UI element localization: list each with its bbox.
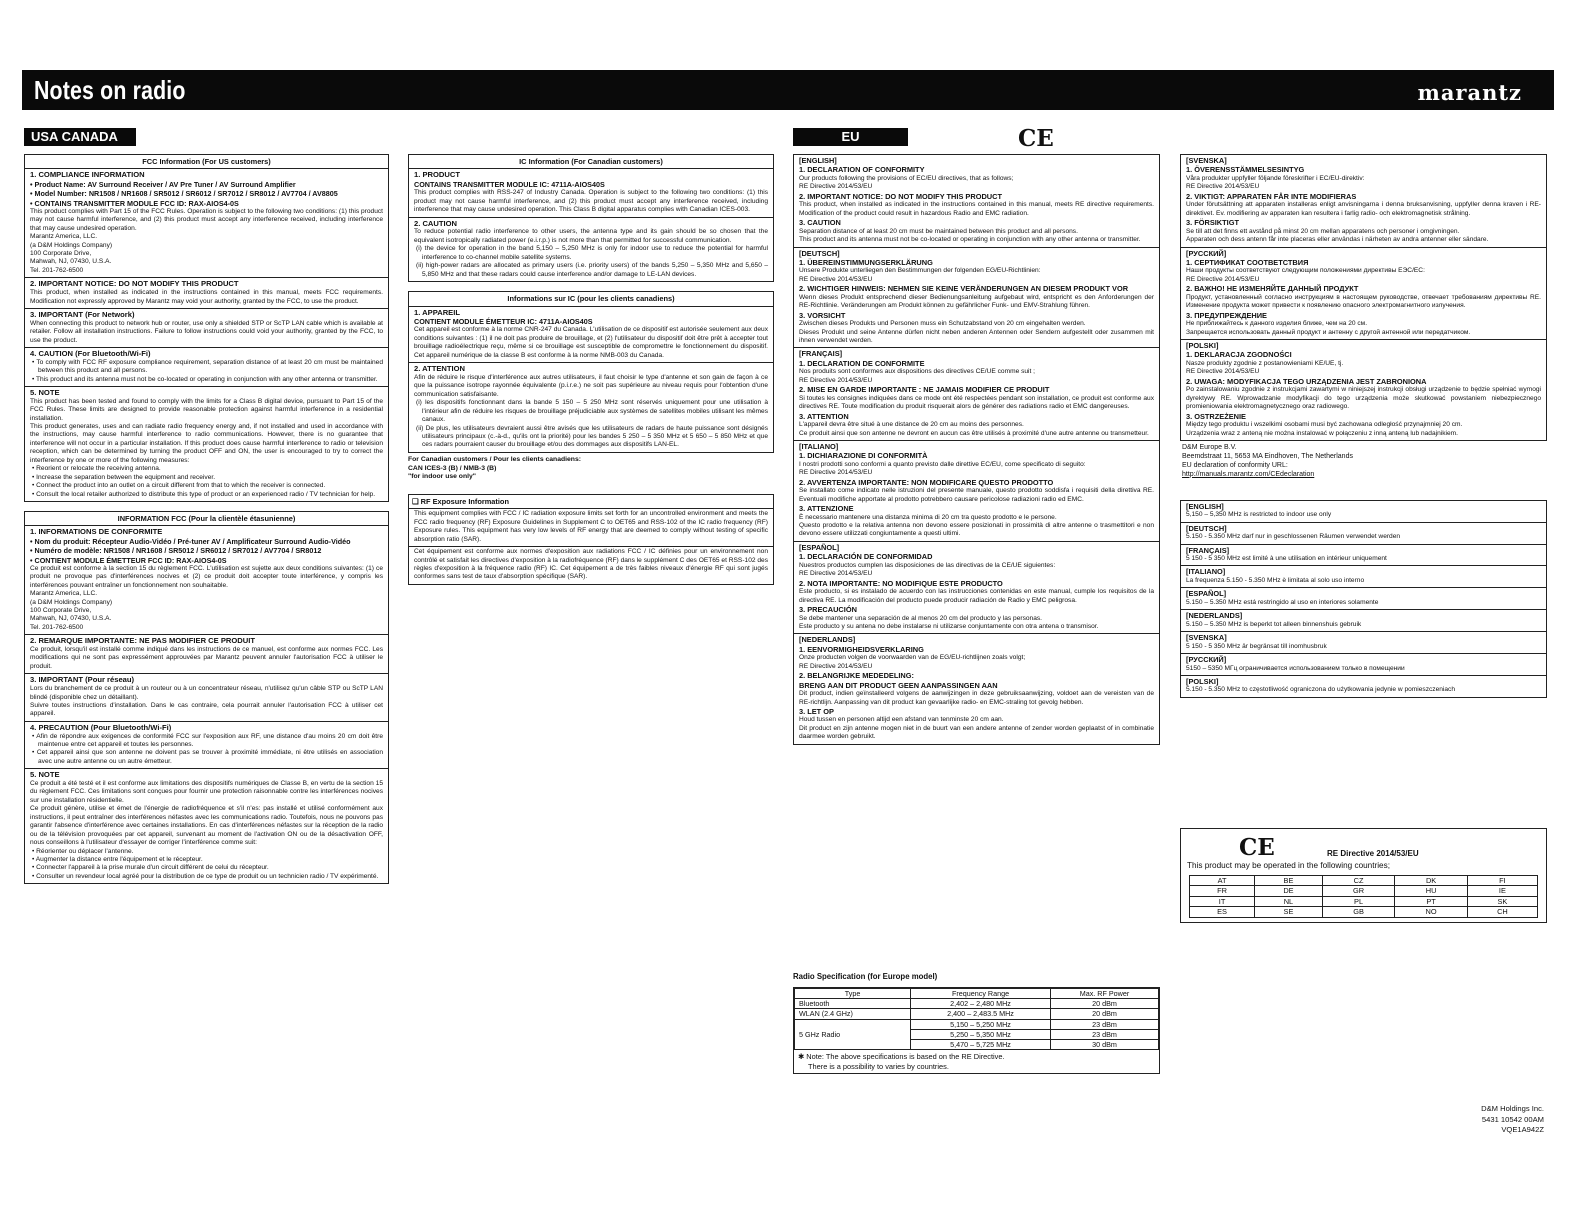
- language-heading: [SVENSKA]: [1186, 156, 1227, 165]
- info-box: [24, 154, 389, 502]
- info-section: [25, 768, 388, 883]
- ce-mark-icon: CE: [1239, 834, 1275, 861]
- declaration-link[interactable]: http://manuals.marantz.com/CEdeclaration: [1182, 470, 1315, 478]
- language-heading: [ITALIANO]: [1186, 567, 1226, 577]
- countries-intro: This product may be operated in the following countries;: [1187, 861, 1390, 870]
- column-eu-languages: [793, 154, 1160, 754]
- table-row: [1190, 907, 1538, 917]
- paragraph: Mahwah, NJ, 07430, U.S.A.: [30, 258, 112, 266]
- section-heading: 2. UWAGA: MODYFIKACJA TEGO URZĄDZENIA JEST ZABRONIONA: [1186, 376, 1427, 386]
- paragraph: RE Directive 2014/53/EU: [1186, 275, 1260, 283]
- section-heading: 1. DICHIARAZIONE DI CONFORMITÀ: [799, 451, 928, 461]
- dm-europe-address: [1182, 444, 1547, 480]
- paragraph: This product generates, uses and can radiate radio frequency energy and, if not installed and used in accordance with the instructions, may cause harmful interference to radio communications. However, there is no guarantee that interference will not occur in a particular installation. If this product does cause harmful interference to radio or television reception, which can be determined by turning the product OFF and ON, the user is encouraged to try to correct the interference by one or more of the following measures:: [30, 423, 383, 464]
- restriction-text: 5 150 - 5 350 MHz est limité à une utilisation en intérieur uniquement: [1186, 555, 1387, 563]
- restriction-item: [1181, 501, 1546, 522]
- restriction-text: 5.150 – 5.350 MHz está restringido al uso en interiores solamente: [1186, 598, 1379, 606]
- note-line: ✱ Note: The above specifications is based on the RE Directive.: [798, 1052, 1005, 1062]
- paragraph: Este producto y su antena no debe instalarse ni utilizarse conjuntamente con otra antena o transmisor.: [799, 622, 1099, 630]
- info-section: [25, 673, 388, 720]
- section-heading: 2. MISE EN GARDE IMPORTANTE : NE JAMAIS MODIFIER CE PRODUIT: [799, 385, 1050, 395]
- language-heading: [РУССКИЙ]: [1186, 248, 1227, 258]
- info-box: [24, 511, 389, 884]
- paragraph: Se debe mantener una separación de al menos 20 cm del producto y las personas.: [799, 614, 1043, 622]
- canadian-note: [408, 456, 774, 482]
- cell-type: 5 GHz Radio: [795, 1019, 911, 1050]
- bullet-item: • Connect the product into an outlet on a circuit different from that to which the receiver is connected.: [32, 482, 326, 490]
- bold-line: • Model Number: NR1508 / NR1608 / SR5012 / SR6012 / SR7012 / SR8012 / AV7704 / AV8805: [30, 189, 338, 199]
- section-heading: 3. LET OP: [799, 707, 834, 716]
- info-section: [25, 386, 388, 501]
- paragraph: Suivre toutes instructions d'installation. Dans le cas contraire, cela pourrait annuler l'autorisation FCC à utiliser cet appareil.: [30, 701, 383, 718]
- language-section: [794, 440, 1159, 541]
- info-section: [25, 721, 388, 768]
- paragraph: RE Directive 2014/53/EU: [799, 376, 873, 384]
- paragraph: (a D&M Holdings Company): [30, 598, 113, 606]
- paragraph: Tel. 201-762-6500: [30, 266, 84, 274]
- paragraph: Separation distance of at least 20 cm must be maintained between this product and all persons.: [799, 227, 1078, 235]
- bullet-item: (i) les dispositifs fonctionnant dans la bande 5 150 – 5 250 MHz sont réservés uniquement pour une utilisation à l'intérieur afin de réduire les risques de brouillage préjudiciable aux systèmes de satellites mobiles utilisant les mêmes canaux.: [416, 399, 768, 424]
- language-heading: [ITALIANO]: [799, 441, 839, 451]
- eu-language-box: [793, 154, 1160, 745]
- address-line: D&M Europe B.V.: [1182, 443, 1237, 451]
- paragraph: 100 Corporate Drive,: [30, 250, 92, 258]
- bold-line: • Numéro de modèle: NR1508 / NR1608 / SR5012 / SR6012 / SR7012 / AV7704 / SR8012: [30, 546, 322, 556]
- language-heading: [POLSKI]: [1186, 341, 1219, 350]
- paragraph: This product, when installed as indicated in the instructions contained in this manual, meets FCC requirements. Modification not expressly approved by Marantz may void your authority, granted by the FCC, to use the product.: [30, 289, 383, 305]
- paragraph: Ce produit génère, utilise et émet de l'énergie de radiofréquence et s'il n'es: pas installé et utilisé conformément aux instructions, il peut entraîner des interférences néfastes avec les communications radio. Toutefois, nous ne pouvons pas garantir l'absence d'interférence avec certaines installations. En cas d'interférences néfastes sur la réception de la radio ou de la télévision provoquées par cet appareil, survenant au moment de l'activation ON ou de la désactivation OFF, nous conseillons à l'utilisateur d'essayer de corriger l'interférence comme suit:: [30, 805, 383, 847]
- info-section: [25, 634, 388, 673]
- country-cell: IE: [1467, 886, 1537, 896]
- document-id: VQE1A942Z: [1501, 1125, 1544, 1135]
- section-heading: 2. ВАЖНО! НЕ ИЗМЕНЯЙТЕ ДАННЫЙ ПРОДУКТ: [1186, 284, 1359, 294]
- paragraph: Houd tussen en personen altijd een afstand van tenminste 20 cm aan.: [799, 716, 1004, 724]
- section-heading: 3. IMPORTANT (Pour réseau): [30, 675, 135, 685]
- paragraph: Este producto, si es instalado de acuerdo con las instrucciones contenidas en este manual, cumple los requisitos de la directiva RE. La modificación del producto puede producir radiación de Radio y EMC peligrosa.: [799, 588, 1154, 604]
- table-row: [795, 1019, 1159, 1029]
- cell-frequency: 2,402 – 2,480 MHz: [911, 999, 1051, 1009]
- paragraph: Se installato come indicato nelle istruzioni del presente manuale, questo prodotto soddisfa i requisiti della direttiva RE. Eventuali modifiche apportate al prodotto potrebbero causare pericolose radiazioni radio ed EMC.: [799, 487, 1154, 503]
- table-row: [795, 1009, 1159, 1019]
- paragraph: This product complies with Part 15 of the FCC Rules. Operation is subject to the following two conditions: (1) this product may not cause harmful interference, and (2) this product must accept any interference received, including interference that may cause undesired operation.: [30, 207, 383, 232]
- paragraph: Afin de réduire le risque d'interférence aux autres utilisateurs, il faut choisir le type d'antenne et son gain de façon à ce que la puissance isotrope rayonnée équivalente (p.i.r.e.) ne soit pas supérieure au niveau requis pour l'obtention d'une communication satisfaisante.: [414, 373, 768, 398]
- section-heading: 3. IMPORTANT (For Network): [30, 309, 135, 319]
- bold-line: • CONTAINS TRANSMITTER MODULE FCC ID: RAX-AIOS4-0S: [30, 198, 239, 208]
- paragraph: RE Directive 2014/53/EU: [799, 570, 873, 578]
- company-name: D&M Holdings Inc.: [1481, 1104, 1544, 1113]
- table-row: [1190, 886, 1538, 896]
- language-section: [1181, 155, 1546, 247]
- section-heading: 2. IMPORTANT NOTICE: DO NOT MODIFY THIS PRODUCT: [30, 279, 239, 289]
- paragraph: Po zainstalowaniu zgodnie z instrukcjami zawartymi w niniejszej instrukcji obsługi urządzenie to będzie spełniać wymogi dyrektywy RE. Wprowadzanie modyfikacji do tego urządzenia może skutkować powstaniem niebezpiecznego promieniowania elektromagnetycznego oraz radiowego.: [1186, 386, 1541, 411]
- cell-type: Bluetooth: [795, 999, 911, 1009]
- bullet-item: • Afin de répondre aux exigences de conformité FCC sur l'exposition aux RF, une distance d'au moins 20 cm doit être maintenue entre cet appareil et toutes les personnes.: [32, 732, 383, 748]
- section-heading: 3. ATTENZIONE: [799, 504, 854, 514]
- country-table: [1189, 875, 1538, 918]
- paragraph: Si toutes les consignes indiquées dans ce mode ont été respectées pendant son installation, ce produit est conforme aux directives RE. Toute modification du produit risquerait alors de générer des radiations radio et EMC dangereuses.: [799, 394, 1154, 411]
- radio-spec-section: [793, 972, 1160, 1074]
- section-heading: 3. CAUTION: [799, 218, 841, 228]
- bullet-item: (ii) De plus, les utilisateurs devraient aussi être avisés que les utilisateurs de radars de haute puissance sont désignés utilisateurs principaux (c.-à-d., qu'ils ont la priorité) pour les bandes 5 250 – 5 350 MHz et 5 650 – 5 850 MHz et que ces radars pourraient causer du brouillage et/ou des dommages aux dispositifs LAN-EL.: [416, 424, 768, 449]
- box-heading: Informations sur IC (pour les clients canadiens): [409, 292, 773, 306]
- cell-power: 20 dBm: [1050, 999, 1158, 1009]
- restriction-text: 5.150 - 5.350 MHz to częstotliwość ograniczona do użytkowania jedynie w pomieszczeniach: [1186, 686, 1456, 694]
- country-cell: DE: [1255, 886, 1323, 896]
- restriction-text: 5150 – 5350 МГц ограничивается использованием только в помещении: [1186, 664, 1405, 672]
- country-cell: GB: [1322, 907, 1395, 917]
- paragraph: (a D&M Holdings Company): [30, 241, 113, 249]
- info-section: [25, 277, 388, 308]
- address-line: Beemdstraat 11, 5653 MA Eindhoven, The Netherlands: [1182, 452, 1353, 460]
- section-heading: 1. APPAREIL: [414, 307, 460, 317]
- paragraph: RE Directive 2014/53/EU: [799, 183, 873, 191]
- paragraph: Under förutsättning att apparaten installeras enligt anvisningarna i denna bruksanvisning, uppfyller denna kraven i RE-direktivet. Ev. modifiering av apparaten kan resultera i farlig radio- och elektromagnetisk strålning.: [1186, 201, 1541, 217]
- paragraph: Наши продукты соответствуют следующим положениями директивы ЕЭС/ЕС:: [1186, 267, 1425, 275]
- paragraph: Ce produit est conforme à la section 15 du règlement FCC. L'utilisation est sujette aux deux conditions suivantes: (1) ce produit ne provoque pas d'interférences nocives et (2) ce produit doit accepter toute interférence, y compris les interférences pouvant entraîner un fonctionnement non souhaitable.: [30, 564, 383, 589]
- paragraph: Продукт, установленный согласно инструкциям в настоящем руководстве, отвечает требованиям директивы RE. Изменение продукта может привести к появлению опасного электромагнитного излучения.: [1186, 293, 1541, 310]
- section-heading: 3. ПРЕДУПРЕЖДЕНИЕ: [1186, 310, 1267, 320]
- country-cell: BE: [1255, 876, 1323, 886]
- country-cell: AT: [1190, 876, 1255, 886]
- cell-power: 20 dBm: [1050, 1009, 1158, 1019]
- col-frequency: Frequency Range: [911, 988, 1051, 998]
- paragraph: Urządzenia wraz z anteną nie można instalować w połączeniu z inną anteną lub nadajnikiem.: [1186, 429, 1458, 437]
- footer-codes: [1481, 1104, 1544, 1136]
- info-box: [408, 154, 774, 282]
- bullet-item: • This product and its antenna must not be co-located or operating in conjunction with any other antenna or transmitter.: [32, 375, 378, 383]
- country-cell: NO: [1395, 907, 1468, 917]
- language-heading: [ENGLISH]: [1186, 501, 1224, 511]
- bold-line: • Product Name: AV Surround Receiver / AV Pre Tuner / AV Surround Amplifier: [30, 180, 296, 190]
- paragraph: Questo prodotto e la relativa antenna non devono essere posizionati in prossimità di altre antenne o trasmettitori e non devono essere utilizzati congiuntamente a questi ultimi.: [799, 522, 1154, 538]
- cell-type: WLAN (2.4 GHz): [795, 1009, 911, 1019]
- section-heading: 3. PRECAUCIÓN: [799, 605, 857, 615]
- country-cell: SE: [1255, 907, 1323, 917]
- country-cell: FI: [1467, 876, 1537, 886]
- language-heading: [ENGLISH]: [799, 156, 837, 165]
- paragraph: Ce produit, lorsqu'il est installé comme indiqué dans les instructions de ce manuel, est conforme aux normes FCC. Les modifications qui ne sont pas expressément approuvées par Marantz peuvent annuler l'autorisation FCC à utiliser le produit.: [30, 646, 383, 670]
- document-code: 5431 10542 00AM: [1481, 1114, 1544, 1124]
- language-section: [1181, 339, 1546, 440]
- paragraph: This equipment complies with FCC / IC radiation exposure limits set forth for an uncontrolled environment and meets the FCC radio frequency (RF) Exposure Guidelines in Supplement C to OET65 and RSS-102 of the IC radio frequency (RF) Exposure rules. This equipment has very low levels of RF energy that are deemed to comply without testing of specific absorption ratio (SAR).: [414, 510, 768, 543]
- paragraph: Запрещается использовать данный продукт и антенну с другой антенной или передатчиком.: [1186, 328, 1471, 336]
- country-cell: GR: [1322, 886, 1395, 896]
- cell-power: 23 dBm: [1050, 1029, 1158, 1039]
- paragraph: Ce produit ainsi que son antenne ne devront en aucun cas être utilisés à proximité d'une autre antenne ou transmetteur.: [799, 429, 1149, 437]
- bullet-item: • Increase the separation between the equipment and receiver.: [32, 473, 216, 481]
- note-line: "for indoor use only": [408, 473, 476, 481]
- column-eu-languages-2: [1180, 154, 1547, 707]
- language-heading: [SVENSKA]: [1186, 633, 1227, 643]
- restriction-text: 5.150 – 5.350 MHz is beperkt tot alleen binnenshuis gebruik: [1186, 620, 1362, 628]
- indoor-restriction-box: [1180, 500, 1547, 698]
- info-section: [25, 526, 388, 634]
- paragraph: Marantz America, LLC.: [30, 233, 98, 241]
- section-heading: 1. INFORMATIONS DE CONFORMITE: [30, 527, 163, 537]
- restriction-item: [1181, 522, 1546, 544]
- paragraph: Nuestros productos cumplen las disposiciones de las directivas de la CE/UE siguientes:: [799, 561, 1056, 569]
- language-heading: [ESPAÑOL]: [799, 542, 840, 552]
- language-heading: [FRANÇAIS]: [1186, 545, 1230, 555]
- section-heading: 3. VORSICHT: [799, 310, 846, 320]
- section-heading: 2. IMPORTANT NOTICE: DO NOT MODIFY THIS PRODUCT: [799, 191, 1002, 201]
- region-usa-canada: USA CANADA: [24, 128, 136, 146]
- cell-power: 30 dBm: [1050, 1040, 1158, 1050]
- re-directive-title: RE Directive 2014/53/EU: [1327, 849, 1419, 858]
- paragraph: RE Directive 2014/53/EU: [799, 469, 873, 477]
- paragraph: RE Directive 2014/53/EU: [799, 662, 873, 670]
- section-heading: 3. FÖRSIKTIGT: [1186, 218, 1239, 228]
- re-directive-box: [1180, 828, 1547, 923]
- info-section: [25, 308, 388, 347]
- restriction-text: 5.150 - 5.350 MHz darf nur in geschlossenen Räumen verwendet werden: [1186, 533, 1401, 541]
- section-heading: 2. REMARQUE IMPORTANTE: NE PAS MODIFIER CE PRODUIT: [30, 636, 256, 646]
- cell-power: 23 dBm: [1050, 1019, 1158, 1029]
- paragraph: This product complies with RSS-247 of Industry Canada. Operation is subject to the following two conditions: (1) this product may not cause harmful interference, and (2) this product must accept any interference received, including interference that may cause undesired operation. This Class B digital apparatus complies with Canadian ICES-003.: [414, 189, 768, 214]
- bullet-item: • Consult the local retailer authorized to distribute this type of product or an experienced radio / TV technician for help.: [32, 490, 376, 498]
- paragraph: Våra produkter uppfyller följande föreskrifter i EC/EU-direktiv:: [1186, 174, 1365, 182]
- paragraph: Nos produits sont conformes aux dispositions des directives CE/UE comme suit ;: [799, 368, 1036, 376]
- radio-spec-note: [794, 1050, 1159, 1073]
- paragraph: This product, when installed as indicated in the instructions contained in this manual, meets RE directive requirements. Modification of the product could result in hazardous Radio and EMC radiation.: [799, 201, 1154, 217]
- bullet-item: • Cet appareil ainsi que son antenne ne doivent pas se trouver à proximité immédiate, ni être utilisés en association avec une autre antenne ou un autre émetteur.: [32, 749, 383, 765]
- country-cell: FR: [1190, 886, 1255, 896]
- table-header-row: [795, 988, 1159, 998]
- paragraph: Apparaten och dess antenn får inte placeras eller användas i närheten av andra antenner eller sändare.: [1186, 236, 1489, 244]
- restriction-item: [1181, 631, 1546, 653]
- language-section: [794, 541, 1159, 634]
- note-line: There is a possibility to varies by countries.: [808, 1061, 949, 1071]
- country-cell: HU: [1395, 886, 1468, 896]
- paragraph: RE Directive 2014/53/EU: [1186, 368, 1260, 376]
- language-section: [794, 247, 1159, 348]
- section-heading: 2. BELANGRIJKE MEDEDELING:: [799, 671, 914, 681]
- country-cell: NL: [1255, 896, 1323, 906]
- bold-line: • Nom du produit: Récepteur Audio-Vidéo / Pré-tuner AV / Amplificateur Surround Audio-Vidéo: [30, 537, 351, 547]
- column-ic: [408, 154, 774, 594]
- section-heading: BRENG AAN DIT PRODUCT GEEN AANPASSINGEN AAN: [799, 680, 998, 690]
- bold-line: CONTIENT MODULE ÉMETTEUR IC: 4711A-AIOS40S: [414, 317, 593, 327]
- paragraph: Mahwah, NJ, 07430, U.S.A.: [30, 615, 112, 623]
- info-section: [25, 347, 388, 386]
- eu-language-box: [1180, 154, 1547, 441]
- radio-spec-table: [794, 988, 1159, 1050]
- paragraph: L'appareil devra être situé à une distance de 20 cm au moins des personnes.: [799, 421, 1024, 429]
- note-line: CAN ICES-3 (B) / NMB-3 (B): [408, 464, 497, 472]
- paragraph: To reduce potential radio interference to other users, the antenna type and its gain should be so chosen that the equivalent isotropically radiated power (e.i.r.p.) is not more than that permitted for successful communication.: [414, 228, 768, 244]
- paragraph: Marantz America, LLC.: [30, 590, 98, 598]
- restriction-text: 5,150 – 5,350 MHz is restricted to indoor use only: [1186, 511, 1332, 519]
- page-title: Notes on radio: [34, 75, 186, 105]
- region-eu: EU: [793, 128, 908, 146]
- language-section: [1181, 247, 1546, 340]
- restriction-text: 5 150 - 5 350 MHz är begränsat till inomhusbruk: [1186, 642, 1327, 650]
- paragraph: Не приближайтесь к данного изделия ближе, чем на 20 см.: [1186, 320, 1368, 328]
- info-box: [408, 291, 774, 453]
- rf-exposure-box: [408, 494, 774, 585]
- info-section: [409, 307, 773, 363]
- section-heading: 5. NOTE: [30, 770, 60, 780]
- section-heading: 2. VIKTIGT: APPARATEN FÅR INTE MODIFIERAS: [1186, 191, 1357, 201]
- restriction-item: [1181, 544, 1546, 566]
- paragraph: Our products following the provisions of EC/EU directives, that as follows;: [799, 174, 1014, 182]
- language-heading: [NEDERLANDS]: [1186, 611, 1243, 621]
- col-power: Max. RF Power: [1050, 988, 1158, 998]
- bold-line: • CONTIENT MODULE ÉMETTEUR FCC ID: RAX-AIOS4-0S: [30, 555, 227, 565]
- section-heading: 1. COMPLIANCE INFORMATION: [30, 170, 145, 180]
- bullet-item: • To comply with FCC RF exposure compliance requirement, separation distance of at least 20 cm must be maintained between this product and all persons.: [32, 358, 383, 375]
- section-heading: 1. EENVORMIGHEIDSVERKLARING: [799, 644, 924, 654]
- language-heading: [РУССКИЙ]: [1186, 655, 1227, 665]
- section-heading: 2. CAUTION: [414, 218, 458, 228]
- paragraph: When connecting this product to network hub or router, use only a shielded STP or ScTP LAN cable which is available at retailer. Follow all installation instructions. Failure to follow instructions could void your authority, granted by the FCC, to use the product.: [30, 319, 383, 344]
- paragraph: This product and its antenna must not be co-located or operating in conjunction with any other antenna or transmitter.: [799, 236, 1141, 244]
- bullet-item: (ii) high-power radars are allocated as primary users (i.e. priority users) of the bands 5,250 – 5,350 MHz and 5,650 – 5,850 MHz and that these radars could cause interference and/or damage to LE-LAN devices.: [416, 262, 768, 278]
- paragraph: Tel. 201-762-6500: [30, 623, 84, 631]
- country-cell: PL: [1322, 896, 1395, 906]
- country-cell: SK: [1467, 896, 1537, 906]
- cell-frequency: 5,470 – 5,725 MHz: [911, 1040, 1051, 1050]
- cell-frequency: 5,250 – 5,350 MHz: [911, 1029, 1051, 1039]
- country-cell: DK: [1395, 876, 1468, 886]
- section-heading: 1. DECLARACIÓN DE CONFORMIDAD: [799, 552, 933, 562]
- bullet-item: • Réorienter ou déplacer l'antenne.: [32, 847, 134, 855]
- paragraph: Lors du branchement de ce produit à un routeur ou à un concentrateur réseau, n'utilisez qu'un câble STP ou ScTP LAN blindé (disponible chez un détaillant).: [30, 685, 383, 701]
- paragraph: Se till att det finns ett avstånd på minst 20 cm mellan apparatens och personer i omgivningen.: [1186, 227, 1460, 235]
- paragraph: Dieses Produkt und seine Antenne dürfen nicht neben anderen Antennen oder Sendern aufgestellt oder zusammen mit ihnen verwendet werden.: [799, 328, 1154, 344]
- paragraph: Zwischen dieses Produkts und Personen muss ein Schutzabstand von 20 cm eingehalten werden.: [799, 320, 1086, 328]
- paragraph: Onze producten volgen de voorwaarden van de EG/EU-richtlijnen zoals volgt;: [799, 654, 1026, 662]
- paragraph: Cet équipement est conforme aux normes d'exposition aux radiations FCC / IC définies pour un environnement non contrôlé et satisfait les directives d'exposition à la radiofréquence (RF) dans le supplément C des OET65 et RSS-102 des règles d'exposition à la fréquence radio (RF) IC. Cet équipement a de très faibles niveaux d'énergie RF qui sont jugés conformes sans test de taux d'absorption spécifique (SAR).: [409, 546, 773, 584]
- section-heading: 4. CAUTION (For Bluetooth/Wi-Fi): [30, 348, 151, 358]
- brand-logo: marantz: [1417, 80, 1522, 105]
- restriction-item: [1181, 675, 1546, 697]
- paragraph: È necessario mantenere una distanza minima di 20 cm tra questo prodotto e le persone.: [799, 513, 1057, 521]
- table-row: [1190, 876, 1538, 886]
- radio-spec-box: [793, 987, 1160, 1074]
- paragraph: 100 Corporate Drive,: [30, 607, 92, 614]
- section-heading: 5. NOTE: [30, 388, 60, 397]
- country-cell: CH: [1467, 907, 1537, 917]
- info-section: [409, 362, 773, 452]
- box-heading: INFORMATION FCC (Pour la clientèle étasunienne): [25, 512, 388, 526]
- section-heading: 3. ATTENTION: [799, 411, 849, 421]
- language-section: [794, 155, 1159, 247]
- ce-mark-icon: CE: [1018, 125, 1054, 152]
- box-heading: ❑ RF Exposure Information: [409, 495, 773, 509]
- language-heading: [DEUTSCH]: [799, 248, 840, 258]
- language-section: [794, 347, 1159, 440]
- cell-frequency: 2,400 – 2,483.5 MHz: [911, 1009, 1051, 1019]
- table-row: [795, 999, 1159, 1009]
- info-section: [25, 169, 388, 277]
- paragraph: Nasze produkty zgodnie z postanowieniami KE/UE, tj.: [1186, 359, 1344, 367]
- title-bar: [22, 70, 1554, 110]
- radio-spec-title: Radio Specification (for Europe model): [793, 972, 938, 981]
- paragraph: Cet appareil est conforme à la norme CNR-247 du Canada. L'utilisation de ce dispositif est autorisée seulement aux deux conditions suivantes : (1) il ne doit pas produire de brouillage, et (2) l'utilisateur du dispositif doit être prêt à accepter tout brouillage radioélectrique reçu, même si ce brouillage est susceptible de compromettre le fonctionnement du dispositif. Cet appareil numérique de la classe B est conforme à la norme NMB-003 du Canada.: [414, 326, 768, 359]
- restriction-item: [1181, 587, 1546, 609]
- section-heading: 3. OSTRZEŻENIE: [1186, 411, 1246, 421]
- section-heading: 2. AVVERTENZA IMPORTANTE: NON MODIFICARE QUESTO PRODOTTO: [799, 477, 1054, 487]
- box-heading: FCC Information (For US customers): [25, 155, 388, 169]
- section-heading: 1. СЕРТИФИКАТ СООТВЕТСТВИЯ: [1186, 257, 1309, 267]
- col-type: Type: [795, 988, 911, 998]
- table-row: [1190, 896, 1538, 906]
- column-fcc: [24, 154, 389, 893]
- bullet-item: • Augmenter la distance entre l'équipement et le récepteur.: [32, 855, 203, 863]
- section-heading: 2. NOTA IMPORTANTE: NO MODIFIQUE ESTE PRODUCTO: [799, 578, 1003, 588]
- section-heading: 1. DECLARATION DE CONFORMITE: [799, 358, 925, 368]
- paragraph: RE Directive 2014/53/EU: [799, 275, 873, 283]
- info-section: [409, 169, 773, 216]
- country-cell: IT: [1190, 896, 1255, 906]
- language-heading: [ESPAÑOL]: [1186, 589, 1227, 599]
- section-heading: 2. WICHTIGER HINWEIS: NEHMEN SIE KEINE VERÄNDERUNGEN AN DIESEM PRODUKT VOR: [799, 284, 1129, 294]
- restriction-item: [1181, 609, 1546, 631]
- paragraph: RE Directive 2014/53/EU: [1186, 183, 1260, 191]
- bold-line: CONTAINS TRANSMITTER MODULE IC: 4711A-AIOS40S: [414, 180, 605, 190]
- paragraph: Wenn dieses Produkt entsprechend dieser Bedienungsanleitung aufgebaut wird, entspricht es den Anforderungen der RE-Richtlinie. Veränderungen am Produkt können zu gefährlicher Funk- und EMV-Strahlung führen.: [799, 293, 1154, 310]
- box-heading: IC Information (For Canadian customers): [409, 155, 773, 169]
- restriction-item: [1181, 565, 1546, 587]
- paragraph: Między tego produktu i wszelkimi osobami musi być zachowana odległość przynajmniej 20 cm.: [1186, 421, 1463, 429]
- section-heading: 1. ÜBEREINSTIMMUNGSERKLÄRUNG: [799, 257, 933, 267]
- country-cell: PT: [1395, 896, 1468, 906]
- paragraph: Unsere Produkte unterliegen den Bestimmungen der folgenden EG/EU-Richtlinien:: [799, 267, 1041, 275]
- paragraph: I nostri prodotti sono conformi a quanto previsto dalle direttive EC/EU, come specificato di seguito:: [799, 460, 1086, 468]
- section-heading: 2. ATTENTION: [414, 364, 466, 374]
- cell-frequency: 5,150 – 5,250 MHz: [911, 1019, 1051, 1029]
- bullet-item: • Consulter un revendeur local agréé pour la distribution de ce type de produit ou un technicien radio / TV expérimenté.: [32, 872, 379, 880]
- language-heading: [POLSKI]: [1186, 677, 1219, 686]
- note-line: For Canadian customers / Pour les clients canadiens:: [408, 455, 581, 463]
- bullet-item: (i) the device for operation in the band 5,150 – 5,250 MHz is only for indoor use to reduce the potential for harmful interference to co-channel mobile satellite systems.: [416, 245, 768, 261]
- paragraph: Dit product en zijn antenne mogen niet in de buurt van een andere antenne of zender worden geplaatst of in combinatie daarmee worden gebruikt.: [799, 724, 1154, 741]
- paragraph: This product has been tested and found to comply with the limits for a Class B digital device, pursuant to Part 15 of the FCC Rules. These limits are designed to provide reasonable protection against harmful interference in a residential installation.: [30, 397, 383, 422]
- section-heading: 1. DECLARATION OF CONFORMITY: [799, 165, 925, 175]
- restriction-item: [1181, 653, 1546, 675]
- country-cell: ES: [1190, 907, 1255, 917]
- bullet-item: • Reorient or relocate the receiving antenna.: [32, 465, 161, 473]
- bullet-item: • Connecter l'appareil à la prise murale d'un circuit différent de celui du récepteur.: [32, 864, 269, 872]
- section-heading: 1. PRODUCT: [414, 170, 460, 180]
- language-heading: [FRANÇAIS]: [799, 349, 843, 359]
- country-cell: CZ: [1322, 876, 1395, 886]
- restriction-text: La frequenza 5.150 - 5.350 MHz è limitata al solo uso interno: [1186, 576, 1365, 584]
- section-heading: 1. ÖVERENSSTÄMMELSESINTYG: [1186, 165, 1305, 175]
- section-heading: 1. DEKLARACJA ZGODNOŚCI: [1186, 350, 1292, 360]
- language-heading: [DEUTSCH]: [1186, 523, 1227, 533]
- language-section: [794, 633, 1159, 743]
- paragraph: Ce produit a été testé et il est conforme aux limitations des dispositifs numériques de Classe B, en vertu de la section 15 du règlement FCC. Ces limitations sont conçues pour fournir une protection raisonnable contre les interférences nocives sur une installation résidentielle.: [30, 780, 383, 804]
- info-section: [409, 217, 773, 281]
- section-heading: 4. PRECAUTION (Pour Bluetooth/Wi-Fi): [30, 722, 172, 732]
- paragraph: Dit product, indien geïnstalleerd volgens de aanwijzingen in deze gebruiksaanwijzing, voldoet aan de vereisten van de RE-richtlijn. Aanpassing van dit product kan gevaarlijke radio- en EMC-straling tot gevolg hebben.: [799, 690, 1154, 706]
- language-heading: [NEDERLANDS]: [799, 635, 856, 645]
- address-line: EU declaration of conformity URL:: [1182, 461, 1288, 469]
